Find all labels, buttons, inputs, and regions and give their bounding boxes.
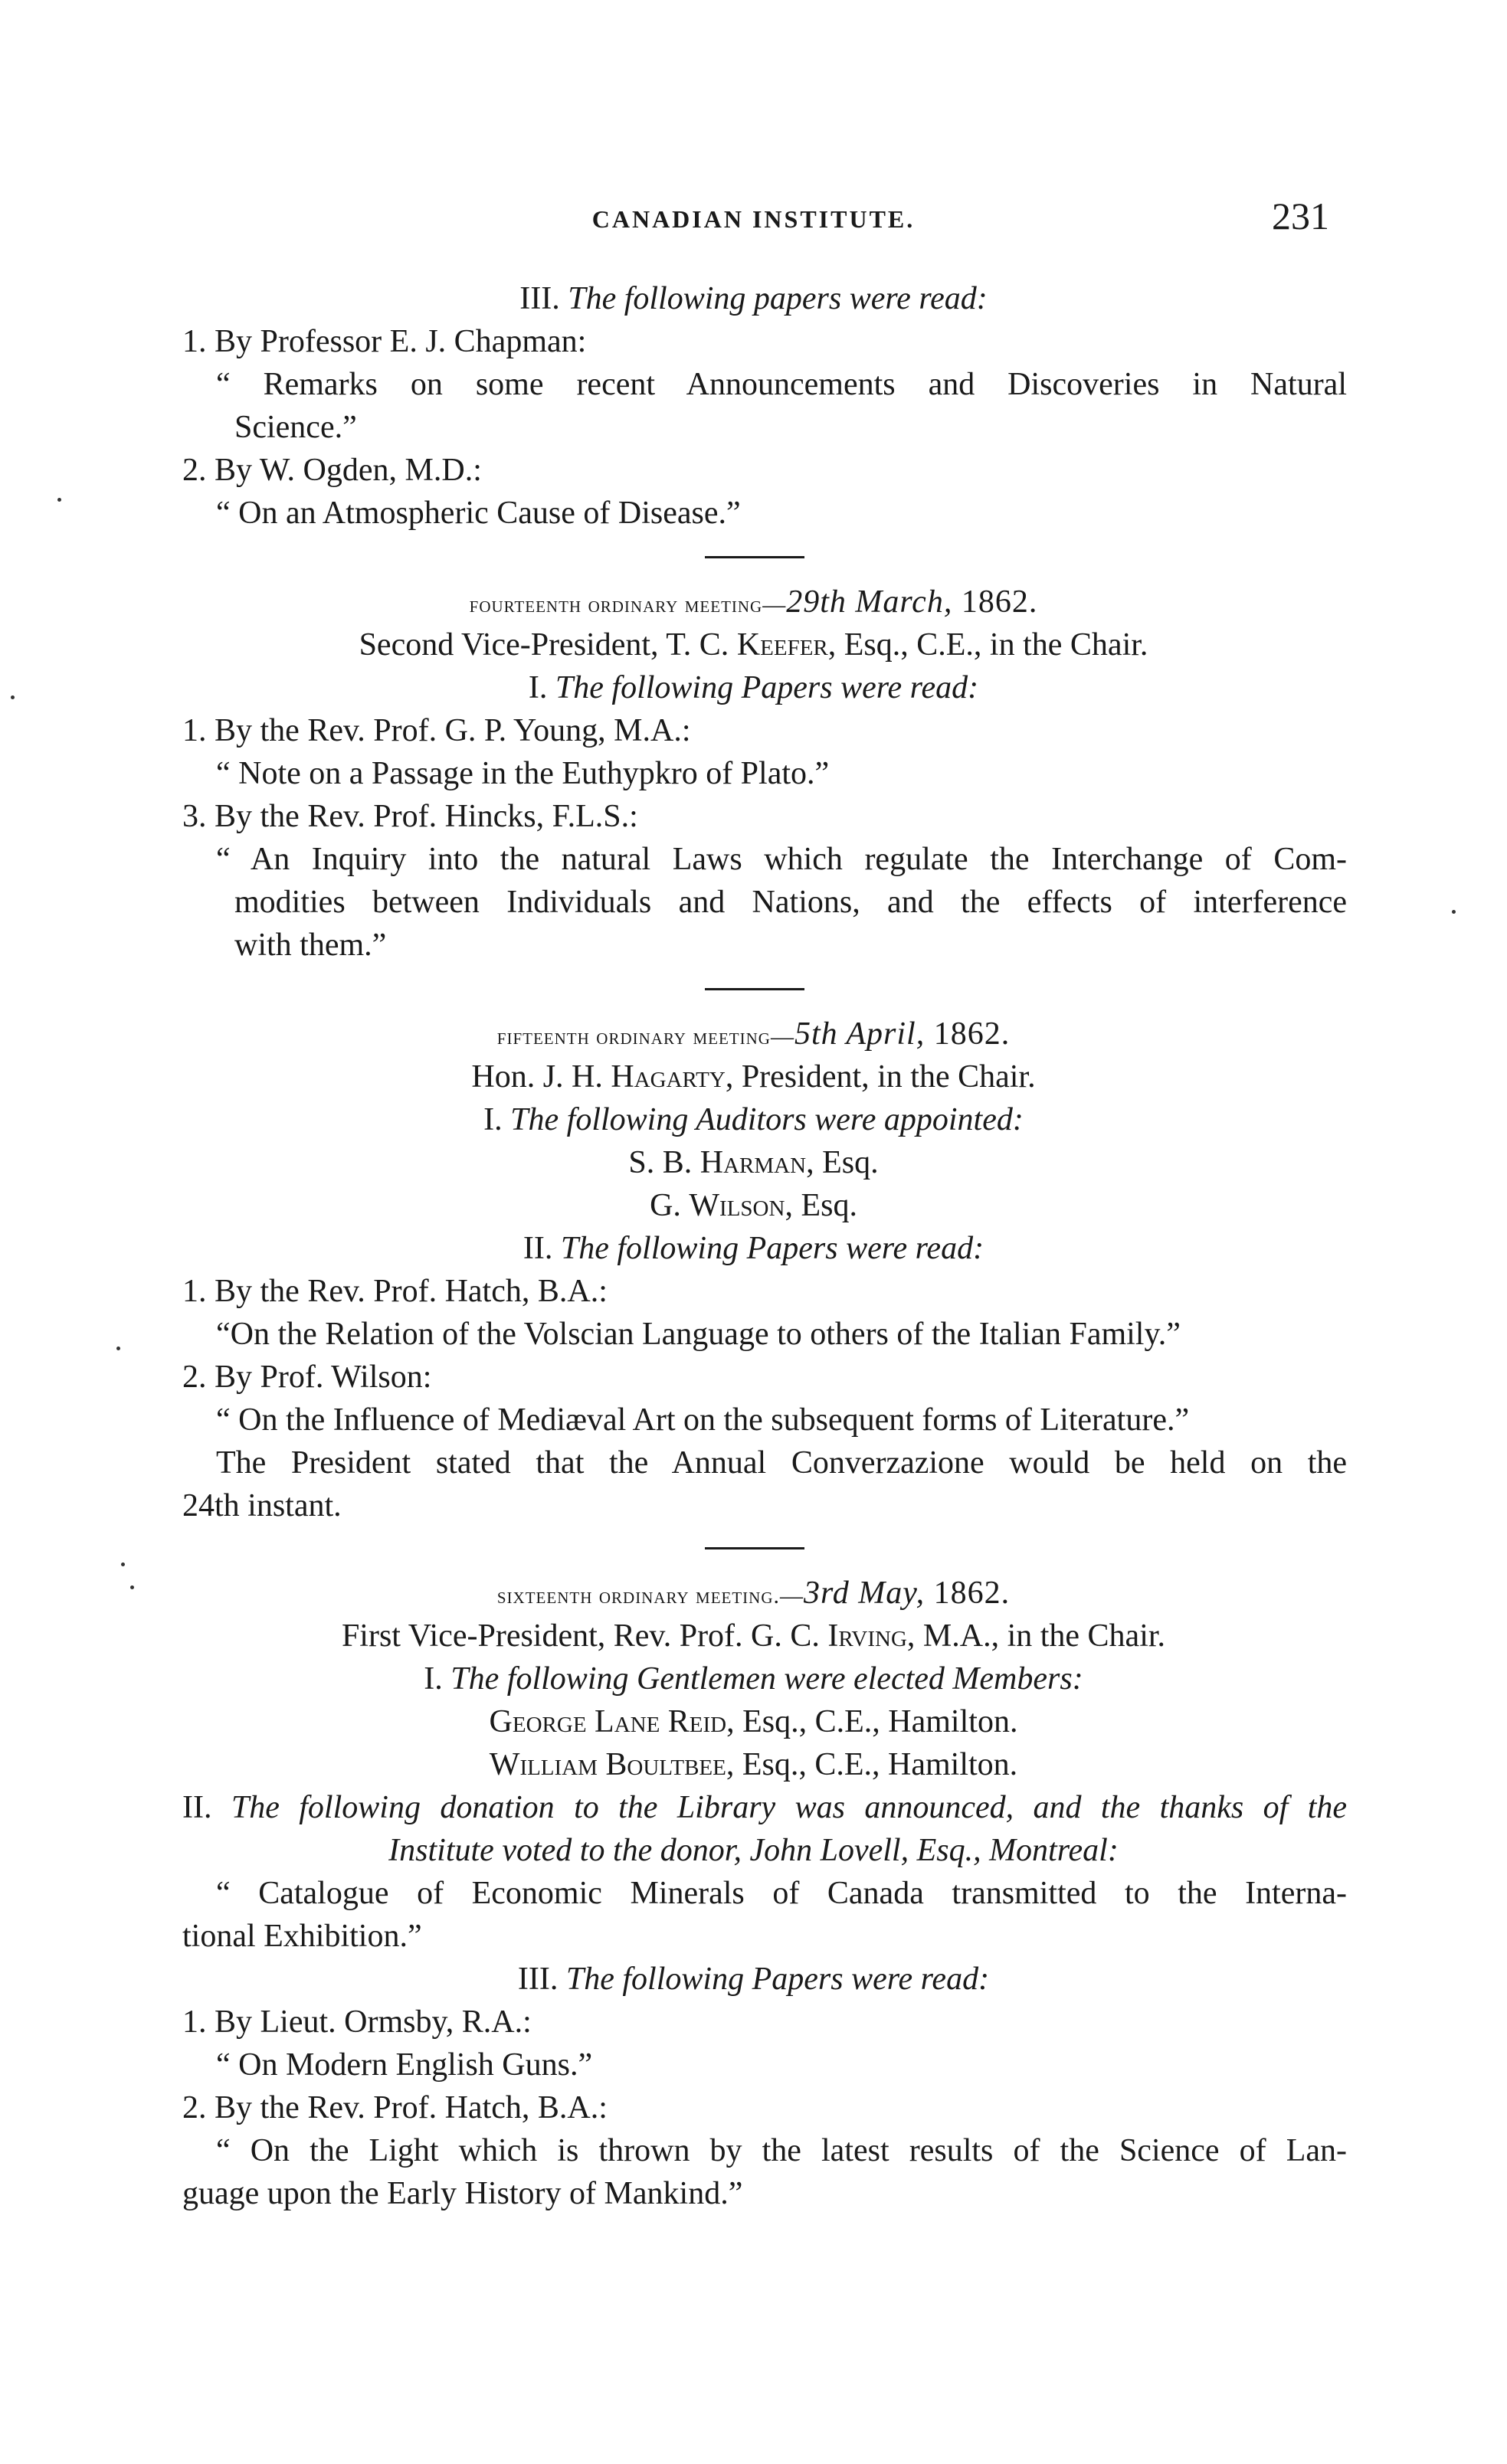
auditor-name: S. B. Harman, Esq.	[628, 1145, 879, 1180]
paper-title: “ On the Light which is thrown by the latest results of the Science of Lan-	[216, 2133, 1347, 2168]
announcement-text-cont: 24th instant.	[182, 1488, 342, 1523]
print-speck	[130, 1585, 134, 1589]
print-speck	[11, 695, 15, 699]
paper-title: “ On Modern English Guns.”	[216, 2047, 593, 2083]
section-heading: II. The following Papers were read:	[523, 1231, 984, 1266]
paper-title: “On the Relation of the Volscian Language to others of the Italian Family.”	[216, 1317, 1181, 1352]
running-header: CANADIAN INSTITUTE.	[591, 205, 916, 233]
chair-line: Hon. J. H. Hagarty, President, in the Chair.	[471, 1059, 1036, 1095]
print-speck	[116, 1347, 120, 1350]
paper-author: 1. By Professor E. J. Chapman:	[182, 324, 587, 359]
donation-heading-cont: Institute voted to the donor, John Lovell, Esq., Montreal:	[388, 1833, 1119, 1868]
announcement-text: The President stated that the Annual Converzazione would be held on the	[216, 1445, 1347, 1481]
paper-title-cont: modities between Individuals and Nations, and the effects of interference	[234, 885, 1347, 920]
member-name: William Boultbee, Esq., C.E., Hamilton.	[489, 1747, 1018, 1782]
paper-author: 1. By the Rev. Prof. Hatch, B.A.:	[182, 1274, 608, 1309]
print-speck	[121, 1562, 125, 1566]
meeting-heading: fourteenth ordinary meeting—29th March, 1862.	[469, 584, 1038, 620]
paper-author: 1. By Lieut. Ormsby, R.A.:	[182, 2004, 532, 2040]
paper-title: “ On an Atmospheric Cause of Disease.”	[216, 496, 741, 531]
section-heading: III. The following papers were read:	[519, 281, 988, 316]
section-divider	[705, 1547, 804, 1549]
section-heading: III. The following Papers were read:	[517, 1962, 990, 1997]
paper-author: 2. By W. Ogden, M.D.:	[182, 453, 482, 488]
print-speck	[1452, 910, 1456, 914]
section-heading: I. The following Auditors were appointed:	[483, 1102, 1024, 1137]
meeting-heading: sixteenth ordinary meeting.—3rd May, 1862.	[496, 1576, 1011, 1611]
paper-title-cont: with them.”	[234, 928, 387, 963]
paper-title: “ Note on a Passage in the Euthypkro of Plato.”	[216, 756, 830, 791]
paper-author: 2. By Prof. Wilson:	[182, 1360, 432, 1395]
paper-title-cont: guage upon the Early History of Mankind.”	[182, 2176, 743, 2211]
section-divider	[705, 988, 804, 990]
chair-line: First Vice-President, Rev. Prof. G. C. Irving, M.A., in the Chair.	[341, 1618, 1166, 1654]
paper-title: “ On the Influence of Mediæval Art on the subsequent forms of Literature.”	[216, 1402, 1190, 1438]
paper-author: 1. By the Rev. Prof. G. P. Young, M.A.:	[182, 713, 691, 748]
section-heading: I. The following Papers were read:	[528, 670, 979, 705]
donation-title-cont: tional Exhibition.”	[182, 1919, 422, 1954]
member-name: George Lane Reid, Esq., C.E., Hamilton.	[489, 1704, 1018, 1739]
section-divider	[705, 556, 804, 558]
page-number: 231	[1272, 195, 1329, 237]
paper-author: 3. By the Rev. Prof. Hincks, F.L.S.:	[182, 799, 638, 834]
section-heading: I. The following Gentlemen were elected Members:	[424, 1661, 1083, 1697]
meeting-heading: fifteenth ordinary meeting—5th April, 1862.	[496, 1016, 1011, 1052]
paper-title-cont: Science.”	[234, 410, 357, 445]
donation-title: “ Catalogue of Economic Minerals of Canada transmitted to the Interna-	[216, 1876, 1347, 1911]
paper-author: 2. By the Rev. Prof. Hatch, B.A.:	[182, 2090, 608, 2125]
donation-heading: II. The following donation to the Library was announced, and the thanks of the	[182, 1790, 1348, 1825]
print-speck	[57, 498, 61, 502]
paper-title: “ Remarks on some recent Announcements and Discoveries in Natural	[216, 367, 1347, 402]
chair-line: Second Vice-President, T. C. Keefer, Esq., C.E., in the Chair.	[359, 627, 1148, 663]
paper-title: “ An Inquiry into the natural Laws which regulate the Interchange of Com-	[216, 842, 1347, 877]
auditor-name: G. Wilson, Esq.	[650, 1188, 857, 1223]
